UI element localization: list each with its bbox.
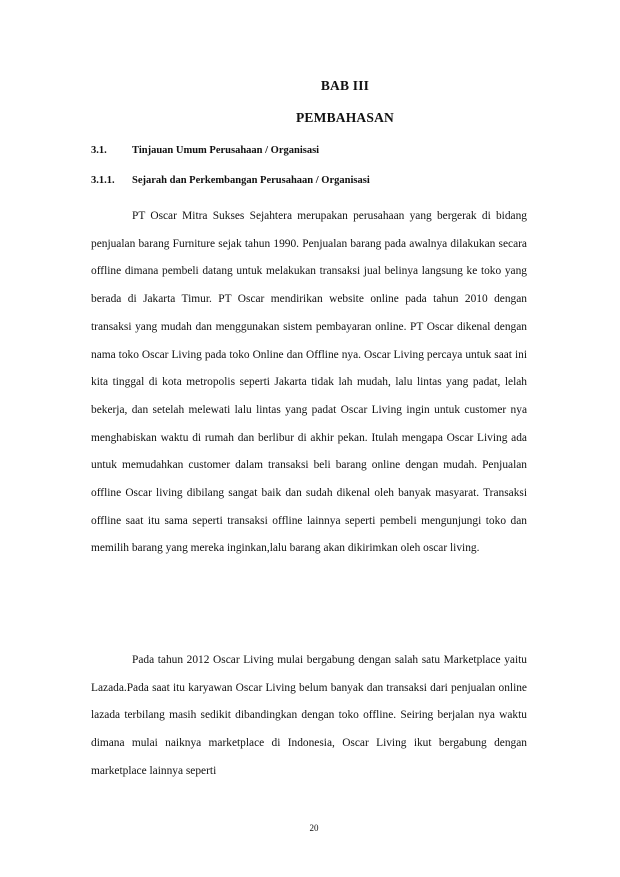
section-heading bbox=[91, 145, 319, 156]
body-paragraph-2: Pada tahun 2012 Oscar Living mulai bergabung dengan salah satu Marketplace yaitu Lazada.Pada saat itu karyawan Oscar Living belum banyak dan transaksi dari penjualan online lazada terbilang masih sedikit dibandingkan dengan toko offline. Seiring berjalan nya waktu dimana mulai naiknya marketplace di Indonesia, Oscar Living ikut bergabung dengan marketplace lainnya seperti bbox=[91, 654, 527, 777]
subsection-title: Sejarah dan Perkembangan Perusahaan / Organisasi bbox=[132, 175, 370, 186]
page-number: 20 bbox=[309, 823, 319, 833]
subsection-heading bbox=[91, 175, 370, 186]
section-number: 3.1. bbox=[91, 145, 107, 156]
chapter-title: PEMBAHASAN bbox=[295, 110, 394, 125]
section-title: Tinjauan Umum Perusahaan / Organisasi bbox=[132, 145, 320, 156]
body-paragraph-1: PT Oscar Mitra Sukses Sejahtera merupakan perusahaan yang bergerak di bidang penjualan barang Furniture sejak tahun 1990. Penjualan barang pada awalnya dilakukan secara offline dimana pembeli datang untuk melakukan transaksi jual belinya langsung ke toko yang berada di Jakarta Timur. PT Oscar mendirikan website online pada tahun 2010 dengan transaksi yang mudah dan menggunakan sistem pembayaran online. PT Oscar dikenal dengan nama toko Oscar Living pada toko Online dan Offline nya. Oscar Living percaya untuk saat ini kita tinggal di kota metropolis seperti Jakarta tidak lah mudah, lalu lintas yang padat, lelah bekerja, dan setelah melewati lalu lintas yang padat Oscar Living ingin untuk customer nya menghabiskan waktu di rumah dan berlibur di akhir pekan. Itulah mengapa Oscar Living ada untuk memudahkan customer dalam transaksi beli barang online dengan mudah. Penjualan offline Oscar living dibilang sangat baik dan sudah dikenal oleh banyak masyarat. Transaksi offline saat itu sama seperti transaksi offline lainnya seperti pembeli mengunjungi toko dan memilih barang yang mereka inginkan,lalu barang akan dikirimkan oleh oscar living. bbox=[91, 210, 527, 555]
chapter-number: BAB III bbox=[320, 78, 370, 93]
subsection-number: 3.1.1. bbox=[91, 175, 115, 186]
